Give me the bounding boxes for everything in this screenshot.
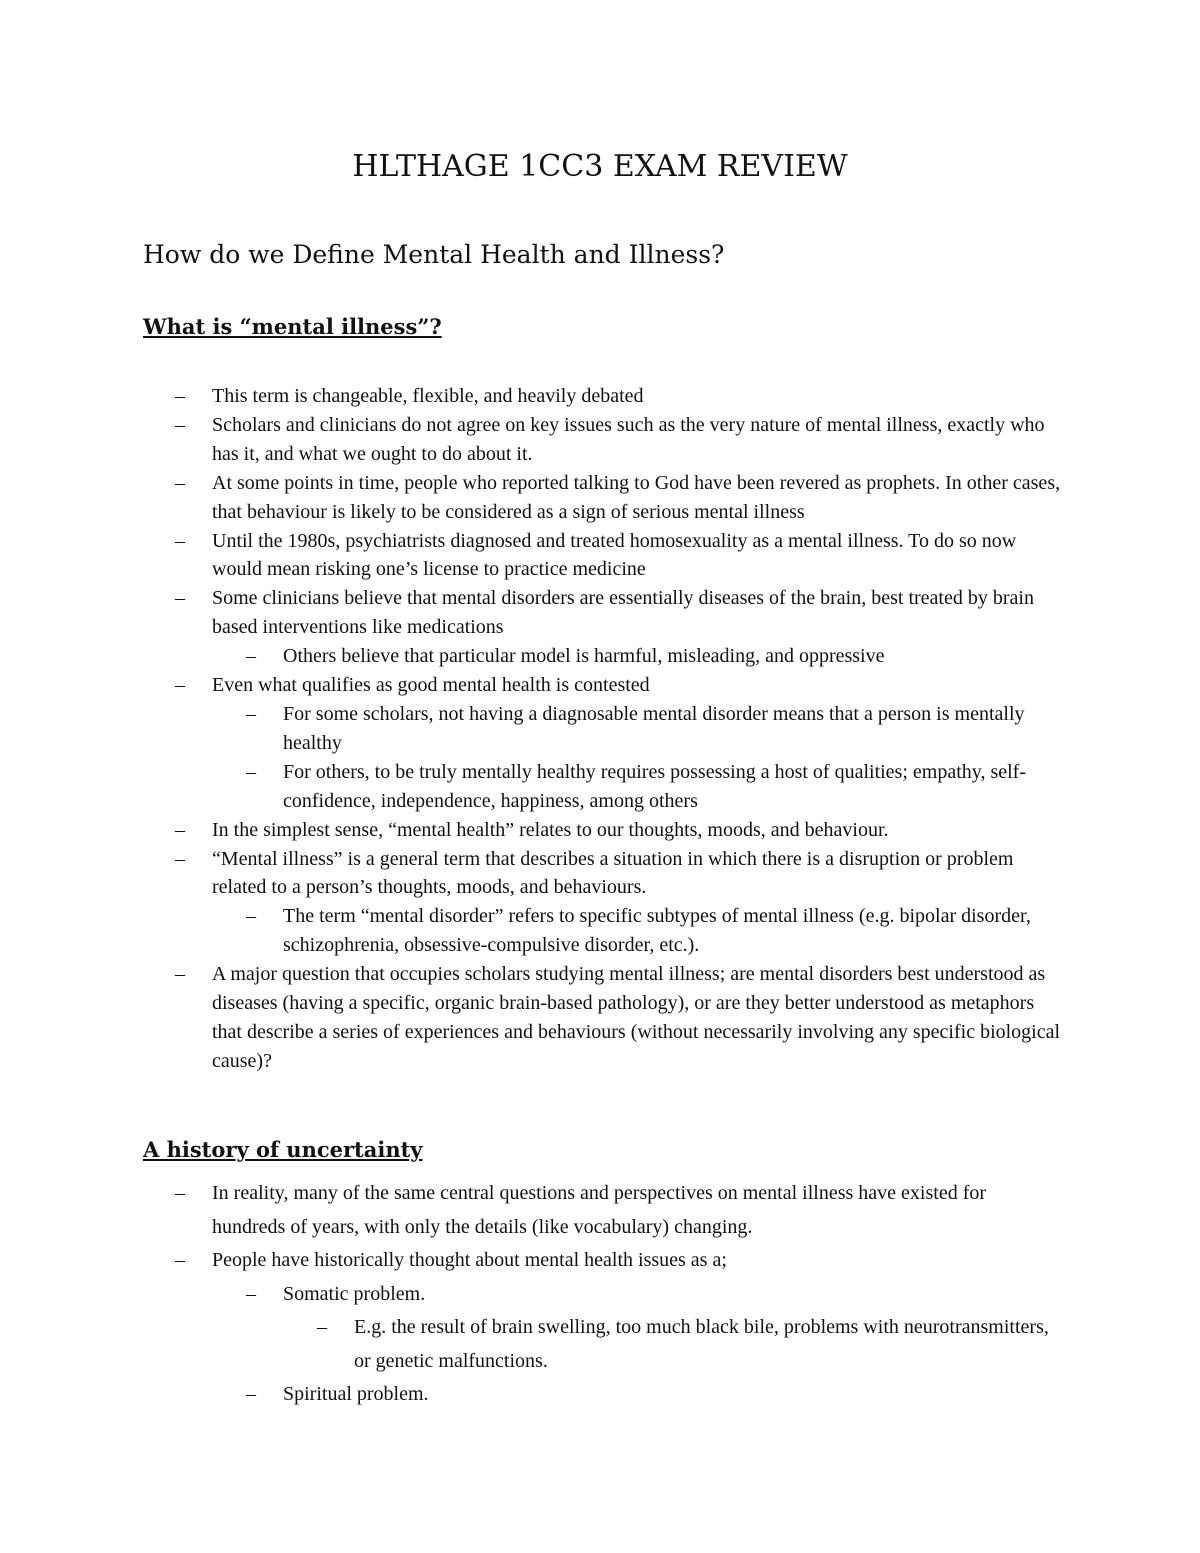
section-heading-history: A history of uncertainty — [143, 1137, 423, 1162]
bullet-dash: – — [175, 818, 185, 841]
bullet-dash: – — [175, 674, 185, 697]
bullet-dash: – — [317, 1316, 327, 1338]
bullet-list-history — [0, 1177, 1064, 1412]
list-item-text: The term “mental disorder” refers to specific subtypes of mental illness (e.g. bipolar disorder, schizophrenia, obsessive-compulsive disorder, etc.). — [283, 905, 1031, 957]
list-item-text: “Mental illness” is a general term that describes a situation in which there is a disruption or problem related to a person’s thoughts, moods, and behaviours. — [212, 847, 1014, 899]
bullet-dash: – — [175, 963, 185, 986]
list-item — [0, 527, 1063, 585]
list-item — [0, 584, 1063, 642]
document-title: HLTHAGE 1CC3 EXAM REVIEW — [352, 149, 848, 184]
bullet-dash: – — [175, 1182, 185, 1204]
list-item-text: Some clinicians believe that mental disorders are essentially diseases of the brain, best treated by brain based interventions like medications — [212, 587, 1034, 639]
bullet-dash: – — [175, 529, 185, 552]
section-heading-mental-illness: What is “mental illness”? — [143, 314, 442, 339]
list-item-text: Until the 1980s, psychiatrists diagnosed and treated homosexuality as a mental illness. To do so now would mean risking one’s license to practice medicine — [212, 529, 1017, 581]
bullet-dash: – — [246, 760, 256, 783]
list-item-text: For others, to be truly mentally healthy requires possessing a host of qualities; empathy, self-confidence, independence, happiness, among others — [283, 760, 1026, 812]
list-item — [0, 642, 1063, 671]
bullet-dash: – — [246, 905, 256, 928]
list-item-text: E.g. the result of brain swelling, too much black bile, problems with neurotransmitters, or genetic malfunctions. — [354, 1316, 1049, 1372]
list-item — [0, 1378, 1064, 1412]
list-item — [0, 960, 1063, 1076]
bullet-dash: – — [175, 385, 185, 407]
list-item-text: This term is changeable, flexible, and heavily debated — [212, 385, 644, 407]
list-item-text: In reality, many of the same central questions and perspectives on mental illness have existed for hundreds of years, with only the details (like vocabulary) changing. — [212, 1182, 987, 1238]
list-item-text: In the simplest sense, “mental health” relates to our thoughts, moods, and behaviour. — [212, 818, 889, 841]
list-item — [0, 411, 1063, 469]
bullet-dash: – — [175, 1249, 185, 1271]
list-item-text: A major question that occupies scholars studying mental illness; are mental disorders best understood as diseases (having a specific, organic brain-based pathology), or are they better understood as metaphors that describe a series of experiences and behaviours (without necessarily involving any specific biological cause)? — [212, 963, 1061, 1072]
list-item — [0, 700, 1063, 758]
bullet-dash: – — [246, 702, 256, 725]
list-item — [0, 1244, 1064, 1278]
bullet-dash: – — [175, 847, 185, 870]
list-item — [0, 382, 1063, 411]
bullet-dash: – — [175, 587, 185, 610]
bullet-dash: – — [175, 413, 185, 436]
list-item — [0, 816, 1063, 845]
list-item — [0, 469, 1063, 527]
list-item — [0, 1177, 1064, 1244]
list-item-text: For some scholars, not having a diagnosable mental disorder means that a person is mentally healthy — [283, 702, 1025, 754]
bullet-dash: – — [246, 1282, 256, 1305]
list-item-text: Even what qualifies as good mental health is contested — [212, 674, 650, 697]
list-item — [0, 671, 1063, 700]
list-item — [0, 1311, 1064, 1378]
list-item-text: Somatic problem. — [283, 1282, 426, 1305]
list-item — [0, 758, 1063, 816]
bullet-dash: – — [246, 645, 256, 668]
list-item — [0, 1278, 1064, 1312]
list-item — [0, 845, 1063, 903]
list-item — [0, 902, 1063, 960]
document-subtitle: How do we Define Mental Health and Illness? — [143, 240, 725, 269]
list-item-text: Others believe that particular model is harmful, misleading, and oppressive — [283, 645, 885, 668]
list-item-text: At some points in time, people who reported talking to God have been revered as prophets. In other cases, that behaviour is likely to be considered as a sign of serious mental illness — [212, 471, 1061, 523]
bullet-dash: – — [175, 471, 185, 494]
bullet-list-mental-illness — [0, 382, 1063, 1076]
bullet-dash: – — [246, 1383, 256, 1405]
list-item-text: Spiritual problem. — [283, 1383, 429, 1405]
list-item-text: People have historically thought about mental health issues as a; — [212, 1249, 727, 1271]
list-item-text: Scholars and clinicians do not agree on key issues such as the very nature of mental illness, exactly who has it, and what we ought to do about it. — [212, 413, 1045, 465]
